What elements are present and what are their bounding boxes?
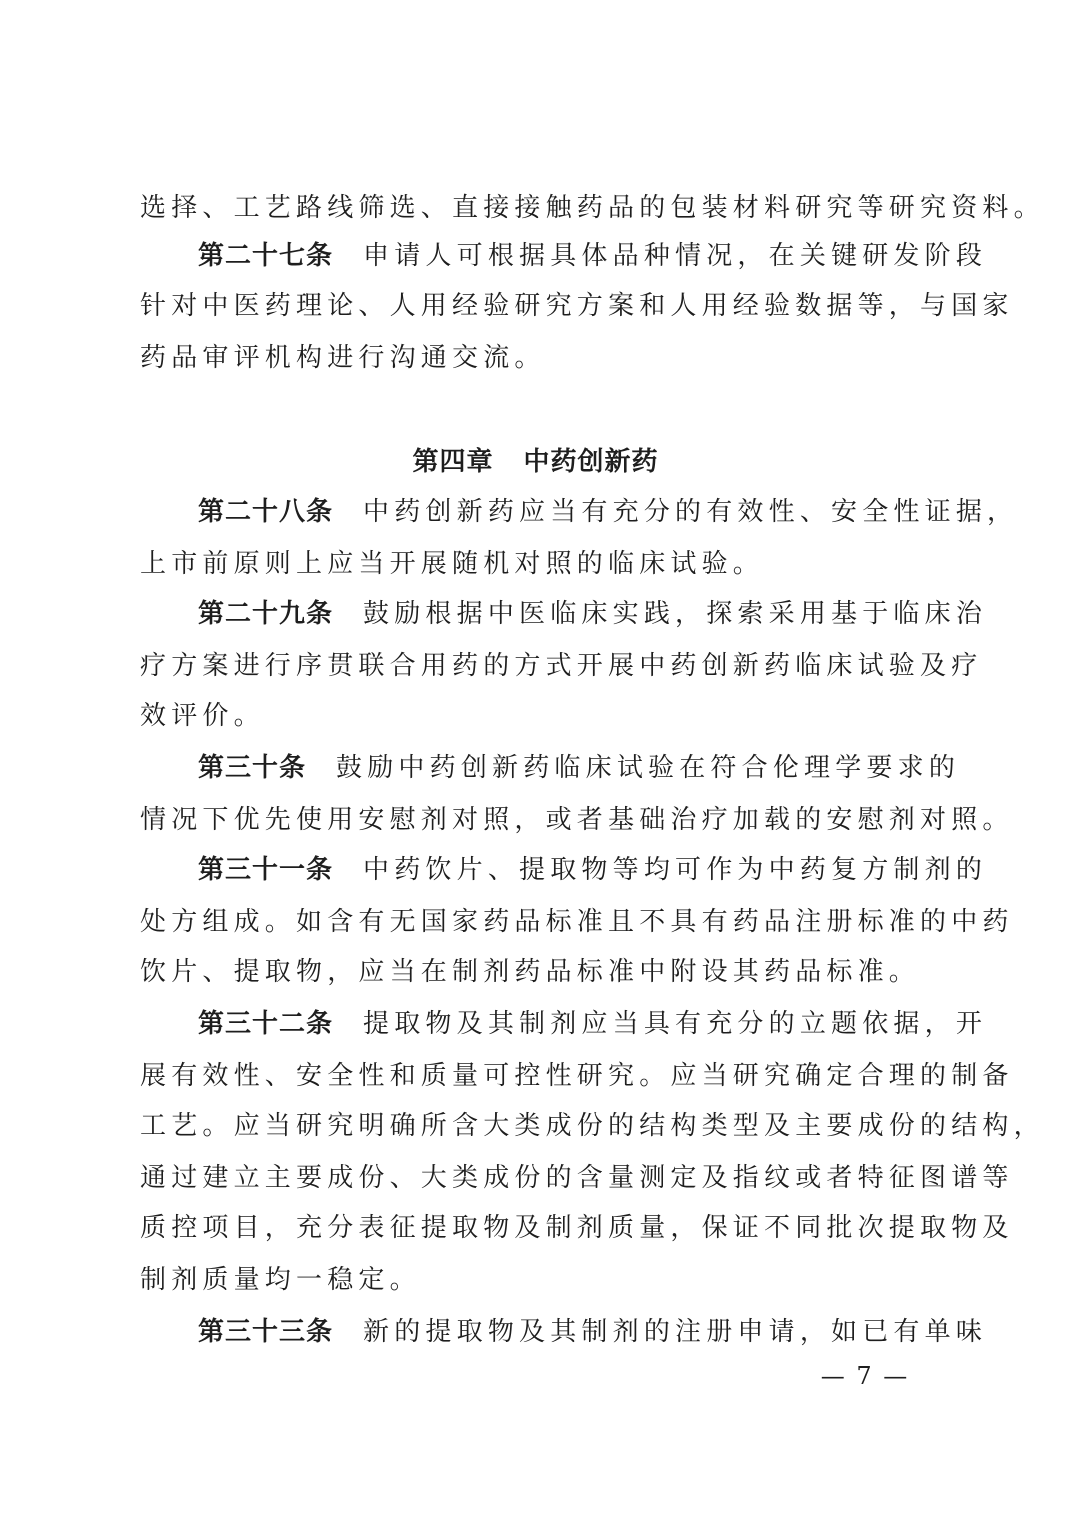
text-line: 质控项目，充分表征提取物及制剂质量，保证不同批次提取物及 (140, 1213, 1014, 1243)
article-28-line-1 (198, 486, 1019, 538)
text-line: 处方组成。如含有无国家药品标准且不具有药品注册标准的中药 (140, 907, 1014, 937)
text-line: 制剂质量均一稳定。 (140, 1265, 421, 1295)
article-number: 第三十二条 (198, 1009, 334, 1039)
article-29-line-1 (198, 588, 988, 640)
text-line: 上市前原则上应当开展随机对照的临床试验。 (140, 549, 765, 579)
article-number: 第二十七条 (198, 241, 334, 271)
article-32-line-1 (198, 998, 988, 1050)
chapter-title: 中药创新药 (523, 447, 659, 477)
text-line: 针对中医药理论、人用经验研究方案和人用经验数据等，与国家 (140, 291, 1014, 321)
article-text: 中药创新药应当有充分的有效性、安全性证据， (363, 497, 1019, 527)
page-number: — 7 — (820, 1362, 910, 1390)
article-text: 提取物及其制剂应当具有充分的立题依据，开 (363, 1009, 988, 1039)
article-number: 第二十八条 (198, 497, 334, 527)
article-text: 鼓励根据中医临床实践，探索采用基于临床治 (363, 599, 988, 629)
text-line: 情况下优先使用安慰剂对照，或者基础治疗加载的安慰剂对照。 (140, 805, 1014, 835)
article-27-line-1 (198, 230, 988, 282)
article-number: 第三十条 (198, 753, 307, 783)
article-text: 中药饮片、提取物等均可作为中药复方制剂的 (363, 855, 988, 885)
article-text: 新的提取物及其制剂的注册申请，如已有单味 (363, 1317, 988, 1347)
text-line: 通过建立主要成份、大类成份的含量测定及指纹或者特征图谱等 (140, 1163, 1014, 1193)
text-line: 饮片、提取物，应当在制剂药品标准中附设其药品标准。 (140, 957, 921, 987)
article-30-line-1 (198, 742, 961, 794)
text-line: 选择、工艺路线筛选、直接接触药品的包装材料研究等研究资料。 (140, 193, 1045, 223)
text-line: 效评价。 (140, 701, 265, 731)
chapter-heading (0, 436, 1071, 488)
text-line: 药品审评机构进行沟通交流。 (140, 343, 546, 373)
article-33-line-1 (198, 1306, 988, 1358)
text-line: 疗方案进行序贯联合用药的方式开展中药创新药临床试验及疗 (140, 651, 983, 681)
article-number: 第三十三条 (198, 1317, 334, 1347)
chapter-number: 第四章 (412, 447, 494, 477)
article-text: 鼓励中药创新药临床试验在符合伦理学要求的 (336, 753, 961, 783)
article-31-line-1 (198, 844, 988, 896)
article-number: 第三十一条 (198, 855, 334, 885)
article-text: 申请人可根据具体品种情况，在关键研发阶段 (363, 241, 988, 271)
text-line: 工艺。应当研究明确所含大类成份的结构类型及主要成份的结构， (140, 1111, 1045, 1141)
article-number: 第二十九条 (198, 599, 334, 629)
text-line: 展有效性、安全性和质量可控性研究。应当研究确定合理的制备 (140, 1061, 1014, 1091)
